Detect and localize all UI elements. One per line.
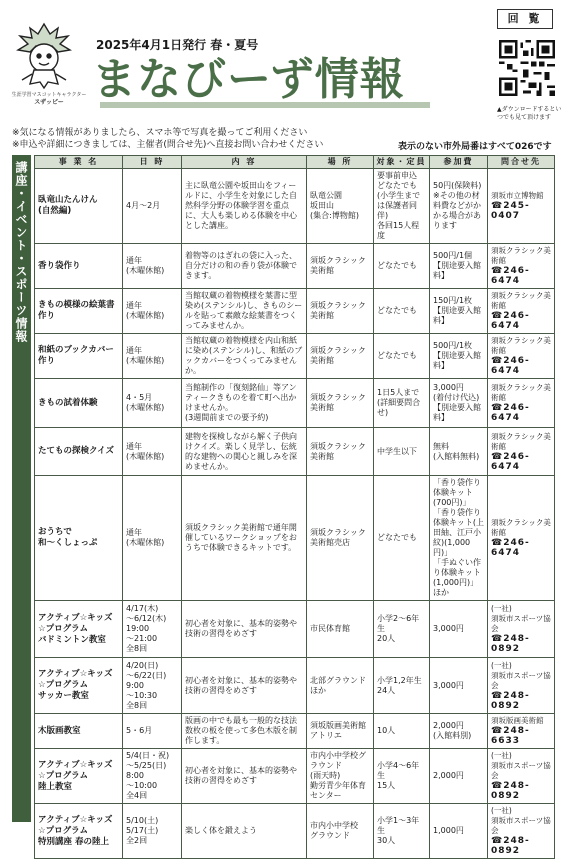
phone-number[interactable]: ☎246-6474	[491, 538, 530, 558]
event-contact: 須坂クラシック美術館 ☎246-6474	[488, 289, 555, 334]
table-row	[35, 169, 555, 244]
phone-number[interactable]: ☎246-6474	[491, 356, 530, 376]
col-header: 問合せ先	[488, 156, 555, 169]
event-content: 須坂クラシック美術館で通年開催しているワークショップをおうちで体験できるキットです。	[182, 476, 307, 601]
event-contact: 須坂クラシック美術館 ☎246-6474	[488, 379, 555, 428]
table-row	[35, 601, 555, 658]
col-header: 場 所	[307, 156, 374, 169]
event-place: 市内小中学校グラウンド (雨天時) 勤労青少年体育センター	[307, 749, 374, 804]
event-place: 須坂版画美術館 アトリエ	[307, 714, 374, 749]
event-contact: 須坂市立博物館 ☎245-0407	[488, 169, 555, 244]
event-content: 初心者を対象に、基本的姿勢や技術の習得をめざす	[182, 601, 307, 658]
phone-number[interactable]: ☎246-6474	[491, 403, 530, 423]
event-place: 須坂クラシック美術館	[307, 379, 374, 428]
table-row	[35, 749, 555, 804]
phone-number[interactable]: ☎248-0892	[491, 781, 530, 801]
event-target: どなたでも	[374, 244, 430, 289]
event-contact: 須坂クラシック美術館 ☎246-6474	[488, 334, 555, 379]
table-row	[35, 804, 555, 859]
event-contact: 須坂クラシック美術館 ☎246-6474	[488, 428, 555, 476]
event-fee: 500円/1枚 【別途要入館料】	[430, 334, 488, 379]
event-target: 小学1,2年生 24人	[374, 658, 430, 714]
event-contact: (一社) 須坂市スポーツ協会 ☎248-0892	[488, 601, 555, 658]
event-target: どなたでも	[374, 476, 430, 601]
event-place: 臥竜公園 坂田山 (集合:博物館)	[307, 169, 374, 244]
event-content: 版画の中でも最も一般的な技法数枚の板を使って多色木版を制作します。	[182, 714, 307, 749]
phone-number[interactable]: ☎245-0407	[491, 201, 530, 221]
event-date: 通年 (木曜休館)	[123, 476, 182, 601]
event-date: 通年 (木曜休館)	[123, 244, 182, 289]
event-fee: 150円/1枚 【別途要入館料】	[430, 289, 488, 334]
table-row	[35, 476, 555, 601]
col-header: 対象・定員	[374, 156, 430, 169]
event-contact: 須坂クラシック美術館 ☎246-6474	[488, 244, 555, 289]
table-header-row	[35, 156, 555, 169]
table-row	[35, 428, 555, 476]
event-name: 臥竜山たんけん (自然編)	[35, 169, 123, 244]
note-line: ※気になる情報がありましたら、スマホ等で写真を撮ってご利用ください	[12, 128, 308, 138]
notes	[12, 127, 323, 151]
event-place: 須坂クラシック美術館	[307, 289, 374, 334]
event-target: どなたでも	[374, 334, 430, 379]
phone-number[interactable]: ☎246-6474	[491, 311, 530, 331]
event-place: 須坂クラシック美術館	[307, 244, 374, 289]
event-place: 須坂クラシック美術館売店	[307, 476, 374, 601]
event-fee: 無料 (入館料無料)	[430, 428, 488, 476]
phone-number[interactable]: ☎246-6474	[491, 451, 530, 472]
table-row	[35, 244, 555, 289]
issue-date: 2025年4月1日発行 春・夏号	[96, 38, 259, 52]
event-content: 楽しく体を鍛えよう	[182, 804, 307, 859]
phone-number[interactable]: ☎248-0892	[491, 690, 530, 711]
event-date: 通年 (木曜休館)	[123, 334, 182, 379]
event-fee: 「香り袋作り体験キット(700円)」 「香り袋作り体験キット(上田紬、江戸小紋)(1,000円)」 「手ぬぐい作り体験キット(1,000円)」 ほか	[430, 476, 488, 601]
event-contact: (一社) 須坂市スポーツ協会 ☎248-0892	[488, 804, 555, 859]
table-row	[35, 658, 555, 714]
event-target: 小学2～6年生 20人	[374, 601, 430, 658]
event-content: 初心者を対象に、基本的姿勢や技術の習得をめざす	[182, 749, 307, 804]
event-name: おうちで 和～くしょっぷ	[35, 476, 123, 601]
section-sidebar	[12, 155, 31, 822]
event-name: 和紙のブックカバー作り	[35, 334, 123, 379]
mascot-illustration	[12, 22, 76, 90]
event-place: 市民体育館	[307, 601, 374, 658]
col-header: 事 業 名	[35, 156, 123, 169]
sidebar-label: 講座・イベント・スポーツ情報	[14, 161, 28, 343]
event-fee: 1,000円	[430, 804, 488, 859]
event-date: 4月～2月	[123, 169, 182, 244]
event-date: 5・6月	[123, 714, 182, 749]
event-name: アクティブ☆キッズ☆プログラム 陸上教室	[35, 749, 123, 804]
event-date: 5/10(土) 5/17(土) 全2回	[123, 804, 182, 859]
event-name: きもの模様の絵葉書作り	[35, 289, 123, 334]
mascot-caption: 生涯学習マスコットキャラクター スザッピー	[11, 92, 87, 106]
event-name: 木版画教室	[35, 714, 123, 749]
event-fee: 3,000円 (着付け代込) 【別途要入館料】	[430, 379, 488, 428]
event-date: 通年 (木曜休館)	[123, 289, 182, 334]
event-place: 須坂クラシック美術館	[307, 428, 374, 476]
event-target: 10人	[374, 714, 430, 749]
event-fee: 3,000円	[430, 658, 488, 714]
event-content: 着物等のはぎれの袋に入った、自分だけの和の香り袋が体験できます。	[182, 244, 307, 289]
table-row	[35, 379, 555, 428]
phone-number[interactable]: ☎248-0892	[491, 634, 530, 654]
event-target: どなたでも	[374, 289, 430, 334]
event-name: アクティブ☆キッズ☆プログラム バドミントン教室	[35, 601, 123, 658]
qr-caption: ▲ダウンロードするといつでも見て頂けます	[497, 106, 562, 121]
event-fee: 2,000円 (入館料別)	[430, 714, 488, 749]
event-date: 通年 (木曜休館)	[123, 428, 182, 476]
event-fee: 50円(保険料) ※その他の材料費などがかかる場合があります	[430, 169, 488, 244]
event-content: 初心者を対象に、基本的姿勢や技術の習得をめざす	[182, 658, 307, 714]
event-fee: 3,000円	[430, 601, 488, 658]
event-fee: 500円/1個 【別途要入館料】	[430, 244, 488, 289]
event-place: 須坂クラシック美術館	[307, 334, 374, 379]
phone-number[interactable]: ☎248-0892	[491, 836, 530, 856]
event-target: 小学1～3年生 30人	[374, 804, 430, 859]
event-name: きもの試着体験	[35, 379, 123, 428]
event-target: 1日5人まで (詳細要問合せ)	[374, 379, 430, 428]
event-target: 小学4～6年生 15人	[374, 749, 430, 804]
col-header: 内 容	[182, 156, 307, 169]
qr-code[interactable]	[499, 40, 555, 96]
event-contact: 須坂クラシック美術館 ☎246-6474	[488, 476, 555, 601]
event-content: 当館収蔵の着物模様を内山和紙に染め(ステンシル)し、和紙のブックカバーをつくってみませんか。	[182, 334, 307, 379]
event-contact: 須坂版画美術館 ☎248-6633	[488, 714, 555, 749]
event-content: 建物を探検しながら解く子供向けクイズ。楽しく見学し、伝統的な建物への関心と親しみを深めませんか。	[182, 428, 307, 476]
event-contact: (一社) 須坂市スポーツ協会 ☎248-0892	[488, 658, 555, 714]
event-content: 主に臥竜公園や坂田山をフィールドに、小学生を対象にした自然科学分野の体験学習を重点に、大人も楽しめる体験を中心とした講座。	[182, 169, 307, 244]
event-content: 当館制作の「復刻銘仙」等アンティークきものを着て町へ出かけませんか。 (3週間前までの要予約)	[182, 379, 307, 428]
event-name: アクティブ☆キッズ☆プログラム サッカー教室	[35, 658, 123, 714]
events-table	[34, 155, 555, 859]
event-name: たてもの探検クイズ	[35, 428, 123, 476]
event-name: 香り袋作り	[35, 244, 123, 289]
event-fee: 2,000円	[430, 749, 488, 804]
event-target: 中学生以下	[374, 428, 430, 476]
circulation-badge: 回 覧	[497, 9, 553, 29]
event-name: アクティブ☆キッズ☆プログラム 特別講座 春の陸上	[35, 804, 123, 859]
event-date: 4・5月 (木曜休館)	[123, 379, 182, 428]
event-place: 北部グラウンド ほか	[307, 658, 374, 714]
event-date: 5/4(日・祝) ～5/25(日) 8:00 ～10:00 全4回	[123, 749, 182, 804]
table-row	[35, 289, 555, 334]
phone-number[interactable]: ☎246-6474	[491, 266, 530, 286]
phone-number[interactable]: ☎248-6633	[491, 726, 530, 746]
event-date: 4/20(日) ～6/22(日) 9:00 ～10:30 全8回	[123, 658, 182, 714]
note-line: ※申込や詳細につきましては、主催者(問合せ先)へ直接お問い合わせください	[12, 140, 324, 150]
event-target: 要事前申込 どなたでも (小学生までは保護者同伴) 各回15人程度	[374, 169, 430, 244]
col-header: 参加費	[430, 156, 488, 169]
event-contact: (一社) 須坂市スポーツ協会 ☎248-0892	[488, 749, 555, 804]
table-row	[35, 334, 555, 379]
table-row	[35, 714, 555, 749]
event-place: 市内小中学校 グラウンド	[307, 804, 374, 859]
page-title: まなびーず情報	[92, 54, 405, 105]
col-header: 日 時	[123, 156, 182, 169]
area-code-note: 表示のない市外局番はすべて026です	[398, 142, 552, 152]
event-date: 4/17(木) ～6/12(木) 19:00 ～21:00 全8回	[123, 601, 182, 658]
event-content: 当館収蔵の着物模様を葉書に型染め(ステンシル)し、きものシールを貼って素敵な絵葉書をつくってみませんか。	[182, 289, 307, 334]
